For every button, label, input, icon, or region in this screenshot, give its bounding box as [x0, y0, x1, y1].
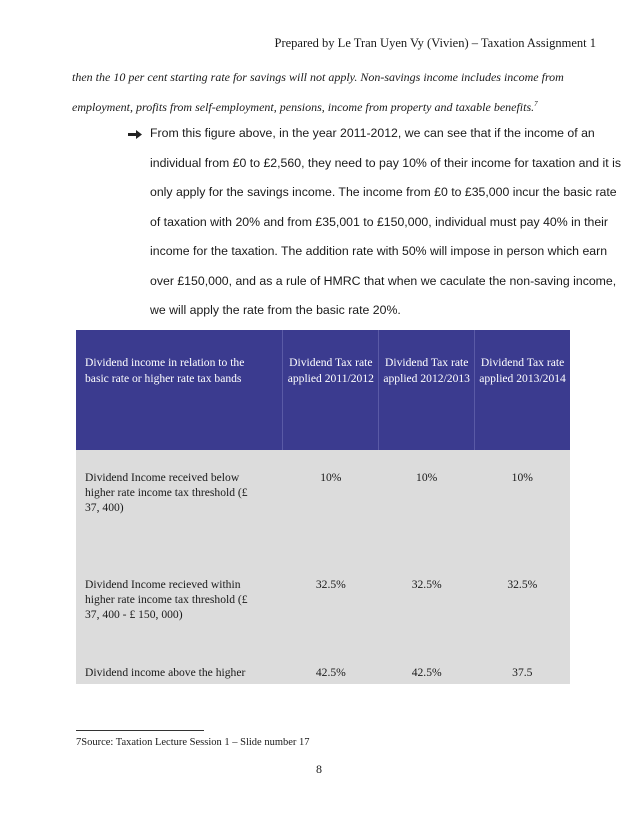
bullet-line-7: we will apply the rate from the basic rate 20%. — [150, 303, 401, 317]
bullet-line-1: From this figure above, in the year 2011-2012, we can see that if the income of an — [150, 126, 595, 140]
table-header-row — [76, 330, 570, 450]
rate-cell: 42.5% — [379, 662, 475, 684]
page-number: 8 — [316, 762, 322, 776]
rate-cell: 32.5% — [475, 557, 570, 662]
row-label: Dividend Income recieved within higher rate income tax threshold (£ 37, 400 - £ 150, 000) — [76, 557, 283, 662]
rate-cell: 10% — [283, 450, 379, 557]
intro-line-2-text: employment, profits from self-employment, pensions, income from property and taxable benefits. — [72, 100, 535, 114]
row-label: Dividend Income received below higher rate income tax threshold (£ 37, 400) — [76, 450, 283, 557]
footnote-ref: 7 — [534, 100, 538, 108]
bullet-line-3: only apply for the savings income. The income from £0 to £35,000 incur the basic rate — [150, 185, 617, 199]
column-header: Dividend Tax rate applied 2013/2014 — [475, 330, 570, 450]
rate-cell: 10% — [475, 450, 570, 557]
row-label: Dividend income above the higher — [76, 662, 283, 684]
rate-cell: 32.5% — [379, 557, 475, 662]
table-row — [76, 450, 570, 557]
rate-cell: 10% — [379, 450, 475, 557]
bullet-line-4: of taxation with 20% and from £35,001 to £150,000, individual must pay 40% in their — [150, 215, 609, 229]
bullet-line-2: individual from £0 to £2,560, they need to pay 10% of their income for taxation and it is — [150, 156, 621, 170]
column-header: Dividend Tax rate applied 2012/2013 — [379, 330, 475, 450]
bullet-line-5: income for the taxation. The addition rate with 50% will impose in person which earn — [150, 244, 608, 258]
footnote: 7Source: Taxation Lecture Session 1 – Slide number 17 — [76, 737, 310, 748]
column-header: Dividend income in relation to the basic rate or higher rate tax bands — [76, 330, 283, 450]
rate-cell: 37.5 — [475, 662, 570, 684]
rate-cell: 42.5% — [283, 662, 379, 684]
right-arrow-icon — [128, 129, 142, 144]
dividend-tax-table — [76, 330, 570, 684]
page-header: Prepared by Le Tran Uyen Vy (Vivien) – Taxation Assignment 1 — [274, 36, 596, 50]
table-row — [76, 557, 570, 662]
table-row — [76, 662, 570, 684]
intro-line-1: then the 10 per cent starting rate for savings will not apply. Non-savings income includes income from — [72, 70, 564, 84]
intro-line-2 — [72, 100, 598, 115]
footnote-divider — [76, 730, 204, 731]
bullet-line-6: over £150,000, and as a rule of HMRC that when we caculate the non-saving income, — [150, 274, 617, 288]
column-header: Dividend Tax rate applied 2011/2012 — [283, 330, 379, 450]
rate-cell: 32.5% — [283, 557, 379, 662]
